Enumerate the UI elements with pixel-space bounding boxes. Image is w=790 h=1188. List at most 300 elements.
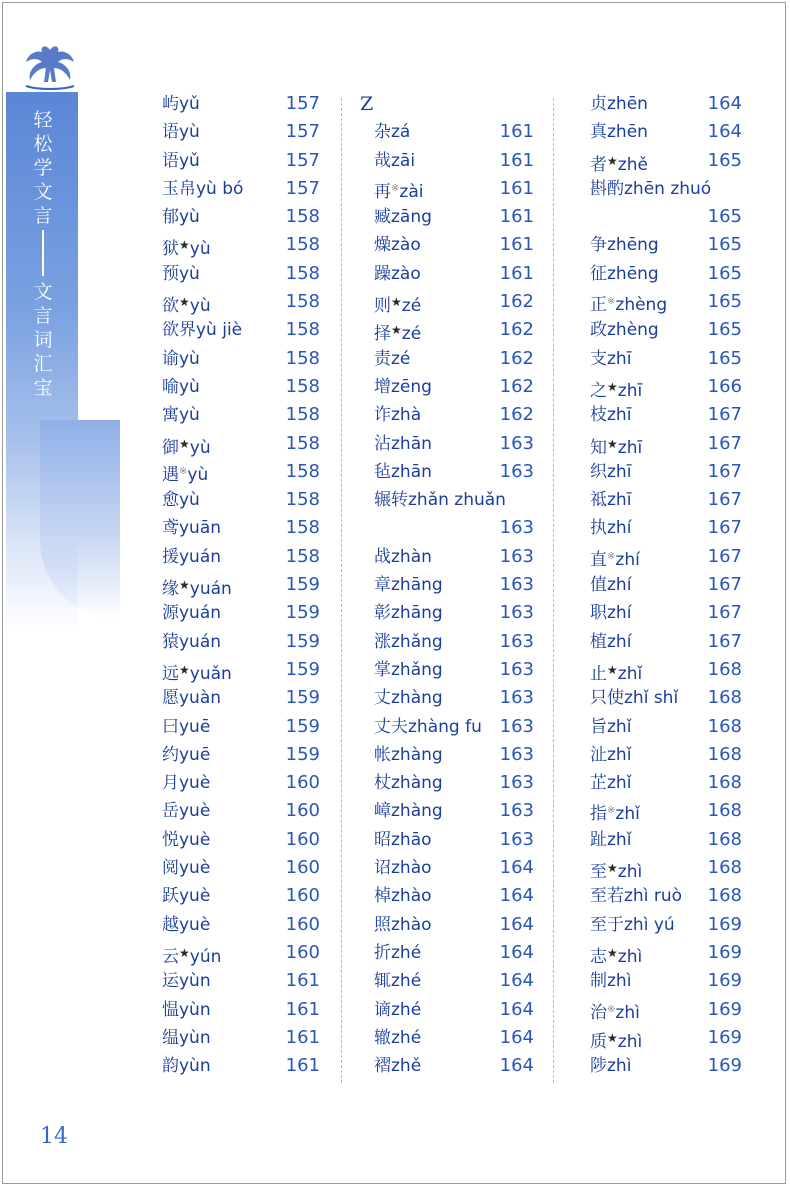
index-entry — [162, 684, 320, 712]
entry-headword: 喻yù — [162, 376, 200, 397]
reference-mark-icon: ※ — [179, 465, 188, 477]
star-mark-icon: ★ — [607, 945, 618, 960]
index-entry — [590, 599, 742, 627]
entry-pinyin: zhì — [617, 862, 643, 883]
index-entry — [374, 288, 534, 316]
star-mark-icon: ★ — [607, 436, 618, 451]
index-entry — [374, 911, 534, 939]
entry-headword: 棹zhào — [374, 886, 432, 907]
index-entry — [590, 967, 742, 995]
index-entry — [374, 260, 534, 288]
index-entry — [374, 882, 534, 910]
entry-character: 则 — [374, 296, 391, 317]
entry-page: 163 — [499, 517, 534, 539]
entry-headword: 运yùn — [162, 971, 211, 992]
side-title-char: 词 — [33, 329, 53, 351]
entry-page: 167 — [707, 574, 742, 596]
entry-headword: 臧zāng — [374, 207, 432, 228]
entry-headword: 愠yùn — [162, 999, 211, 1020]
index-entry — [590, 797, 742, 825]
index-entry — [590, 684, 742, 712]
index-entry — [374, 175, 534, 203]
entry-headword: 辄zhé — [374, 971, 422, 992]
entry-page: 158 — [285, 206, 320, 228]
entry-pinyin: zé — [401, 324, 422, 345]
entry-headword: 愈yù — [162, 490, 200, 511]
side-title-char: 文 — [33, 181, 53, 203]
index-entry — [590, 571, 742, 599]
entry-page: 161 — [499, 262, 534, 284]
index-entry — [374, 713, 534, 741]
entry-page: 159 — [285, 602, 320, 624]
index-entry — [162, 458, 320, 486]
entry-page: 158 — [285, 404, 320, 426]
entry-headword: 阅yuè — [162, 858, 211, 879]
entry-page: 165 — [707, 319, 742, 341]
entry-headword: 争zhēng — [590, 235, 659, 256]
index-entry — [590, 1024, 742, 1052]
entry-headword: 鸢yuān — [162, 518, 222, 539]
reference-mark-icon: ※ — [391, 182, 400, 194]
entry-page: 167 — [707, 517, 742, 539]
entry-pinyin: zhǐ — [617, 663, 643, 684]
entry-headword: 职zhí — [590, 603, 632, 624]
entry-page: 163 — [499, 630, 534, 652]
entry-page: 161 — [499, 177, 534, 199]
entry-page: 164 — [499, 1055, 534, 1077]
index-column-3 — [590, 90, 742, 1080]
entry-page: 169 — [707, 970, 742, 992]
entry-page: 161 — [499, 149, 534, 171]
entry-character: 直 — [590, 549, 607, 570]
entry-page: 163 — [499, 828, 534, 850]
index-entry — [590, 260, 742, 288]
entry-page: 159 — [285, 658, 320, 680]
entry-headword: 帐zhàng — [374, 744, 443, 765]
entry-headword: 躁zào — [374, 263, 421, 284]
entry-headword: 至于zhì yú — [590, 914, 675, 935]
entry-page: 168 — [707, 828, 742, 850]
entry-page: 165 — [707, 234, 742, 256]
entry-page: 163 — [499, 743, 534, 765]
entry-page: 157 — [285, 121, 320, 143]
entry-page: 163 — [499, 602, 534, 624]
entry-headword: 掌zhǎng — [374, 659, 443, 680]
entry-page: 164 — [499, 885, 534, 907]
entry-pinyin: zhí — [615, 549, 640, 570]
index-entry — [162, 1024, 320, 1052]
side-title-char: 文 — [33, 281, 53, 303]
entry-character: 者 — [590, 154, 607, 175]
index-entry — [590, 175, 742, 203]
entry-headword: 玉帛yù bó — [162, 178, 244, 199]
entry-headword: 语yǔ — [162, 150, 200, 171]
index-entry — [162, 430, 320, 458]
entry-character: 御 — [162, 437, 179, 458]
reference-mark-icon: ※ — [607, 550, 616, 562]
entry-character: 志 — [590, 946, 607, 967]
entry-headword: 褶zhě — [374, 1056, 422, 1077]
index-entry — [590, 628, 742, 656]
entry-pinyin: yù — [189, 296, 211, 317]
index-entry — [374, 1024, 534, 1052]
entry-pinyin: yù — [189, 437, 211, 458]
section-letter: Z — [360, 93, 374, 115]
entry-page: 165 — [707, 291, 742, 313]
entry-page: 168 — [707, 687, 742, 709]
entry-headword: 昭zhāo — [374, 829, 432, 850]
index-entry — [162, 996, 320, 1024]
entry-page: 161 — [499, 234, 534, 256]
entry-headword: 至若zhì ruò — [590, 886, 682, 907]
index-entry — [590, 118, 742, 146]
index-entry — [374, 769, 534, 797]
entry-headword: 枝zhī — [590, 405, 632, 426]
entry-headword: 陟zhì — [590, 1056, 632, 1077]
entry-pinyin: yù — [187, 464, 209, 485]
entry-headword: 植zhí — [590, 631, 632, 652]
entry-headword: 源yuán — [162, 603, 222, 624]
entry-page: 162 — [499, 291, 534, 313]
entry-character: 治 — [590, 1002, 607, 1023]
entry-page: 158 — [285, 375, 320, 397]
entry-page: 161 — [285, 998, 320, 1020]
entry-headword: 猿yuán — [162, 631, 222, 652]
entry-page: 162 — [499, 404, 534, 426]
entry-character: 再 — [374, 181, 391, 202]
entry-page: 160 — [285, 941, 320, 963]
entry-page: 166 — [707, 375, 742, 397]
entry-page: 161 — [285, 970, 320, 992]
index-entry — [590, 316, 742, 344]
index-entry — [162, 316, 320, 344]
index-entry — [374, 543, 534, 571]
entry-headword: 涨zhǎng — [374, 631, 443, 652]
entry-headword: 约yuē — [162, 744, 211, 765]
entry-headword: 执zhí — [590, 518, 632, 539]
entry-page: 168 — [707, 715, 742, 737]
entry-headword: 辙zhé — [374, 1027, 422, 1048]
index-entry — [590, 430, 742, 458]
index-entry — [590, 882, 742, 910]
index-entry — [374, 996, 534, 1024]
index-entry — [374, 231, 534, 259]
entry-pinyin: zhě — [617, 154, 648, 175]
index-entry — [162, 967, 320, 995]
entry-headword — [590, 543, 640, 574]
entry-page: 162 — [499, 347, 534, 369]
entry-headword: 谕yù — [162, 348, 200, 369]
entry-headword: 支zhī — [590, 348, 632, 369]
entry-headword: 丈zhàng — [374, 688, 443, 709]
entry-character: 远 — [162, 663, 179, 684]
entry-character: 狱 — [162, 239, 179, 260]
entry-headword: 战zhàn — [374, 546, 432, 567]
crane-logo-icon — [22, 42, 78, 94]
index-entry — [590, 514, 742, 542]
index-entry — [162, 769, 320, 797]
index-entry — [374, 571, 534, 599]
star-mark-icon: ★ — [391, 295, 402, 310]
entry-headword: 援yuán — [162, 546, 222, 567]
entry-page: 160 — [285, 885, 320, 907]
entry-headword: 沾zhān — [374, 433, 432, 454]
entry-headword — [374, 175, 423, 206]
entry-page: 158 — [285, 489, 320, 511]
entry-headword: 芷zhǐ — [590, 773, 632, 794]
index-entry — [162, 543, 320, 571]
index-entry — [374, 1052, 534, 1080]
index-entry — [374, 458, 534, 486]
index-entry — [374, 147, 534, 175]
entry-page: 159 — [285, 630, 320, 652]
index-entry — [590, 854, 742, 882]
entry-page: 158 — [285, 262, 320, 284]
side-title-char: 言 — [33, 205, 53, 227]
entry-page: 164 — [499, 857, 534, 879]
entry-page: 167 — [707, 489, 742, 511]
entry-headword: 政zhèng — [590, 320, 659, 341]
index-entry — [162, 741, 320, 769]
index-entry — [162, 911, 320, 939]
entry-page: 163 — [499, 432, 534, 454]
entry-page: 163 — [499, 460, 534, 482]
page-number: 14 — [40, 1124, 68, 1149]
entry-character: 择 — [374, 324, 391, 345]
entry-headword: 责zé — [374, 348, 411, 369]
entry-page: 159 — [285, 715, 320, 737]
index-entry — [590, 996, 742, 1024]
star-mark-icon: ★ — [391, 323, 402, 338]
entry-page: 167 — [707, 545, 742, 567]
entry-page: 168 — [707, 772, 742, 794]
entry-page: 158 — [285, 517, 320, 539]
index-entry — [374, 939, 534, 967]
index-entry — [590, 345, 742, 373]
entry-pinyin: zhǐ — [615, 804, 640, 825]
entry-page: 157 — [285, 177, 320, 199]
entry-headword: 诏zhào — [374, 858, 432, 879]
entry-headword — [590, 288, 667, 319]
index-entry — [374, 656, 534, 684]
star-mark-icon: ★ — [179, 436, 190, 451]
index-entry — [162, 571, 320, 599]
entry-headword: 值zhí — [590, 575, 632, 596]
entry-character: 云 — [162, 946, 179, 967]
entry-headword: 征zhēng — [590, 263, 659, 284]
side-title-char: 轻 — [33, 109, 53, 131]
index-entry — [162, 175, 320, 203]
entry-headword: 杂zá — [374, 122, 411, 143]
entry-pinyin: zài — [399, 181, 424, 202]
entry-page: 162 — [499, 319, 534, 341]
entry-headword: 只使zhǐ shǐ — [590, 688, 679, 709]
index-entry — [374, 628, 534, 656]
entry-headword: 月yuè — [162, 773, 211, 794]
entry-headword: 欲界yù jiè — [162, 320, 243, 341]
entry-page: 169 — [707, 913, 742, 935]
entry-headword: 毡zhān — [374, 461, 432, 482]
entry-headword: 燥zào — [374, 235, 421, 256]
index-entry — [374, 826, 534, 854]
side-title-char: 汇 — [33, 353, 53, 375]
entry-headword: 越yuè — [162, 914, 211, 935]
entry-headword: 寓yù — [162, 405, 200, 426]
entry-headword: 岳yuè — [162, 801, 211, 822]
entry-headword — [590, 996, 640, 1027]
entry-page: 167 — [707, 404, 742, 426]
entry-character: 质 — [590, 1031, 607, 1052]
entry-page: 169 — [707, 1026, 742, 1048]
index-entry — [162, 486, 320, 514]
index-entry — [162, 939, 320, 967]
entry-character: 欲 — [162, 296, 179, 317]
entry-headword: 诈zhà — [374, 405, 422, 426]
entry-page: 164 — [499, 970, 534, 992]
entry-page: 157 — [285, 149, 320, 171]
entry-page: 159 — [285, 743, 320, 765]
index-entry — [162, 345, 320, 373]
entry-page: 161 — [285, 1055, 320, 1077]
side-title-dash — [42, 230, 44, 276]
entry-page: 165 — [707, 262, 742, 284]
entry-page: 163 — [499, 574, 534, 596]
star-mark-icon: ★ — [607, 861, 618, 876]
entry-page: 159 — [285, 574, 320, 596]
entry-page: 157 — [285, 93, 320, 114]
side-title-char: 松 — [33, 133, 53, 155]
entry-page: 164 — [499, 998, 534, 1020]
entry-character: 止 — [590, 663, 607, 684]
entry-pinyin: zé — [401, 296, 422, 317]
index-entry — [374, 967, 534, 995]
entry-pinyin: zhèng — [615, 295, 668, 316]
star-mark-icon: ★ — [179, 662, 190, 677]
index-entry — [162, 147, 320, 175]
index-entry — [162, 231, 320, 259]
entry-character: 正 — [590, 295, 607, 316]
star-mark-icon: ★ — [179, 945, 190, 960]
index-entry — [162, 797, 320, 825]
star-mark-icon: ★ — [607, 153, 618, 168]
side-title-char: 宝 — [33, 377, 53, 399]
index-entry — [162, 118, 320, 146]
entry-headword: 预yù — [162, 263, 200, 284]
entry-headword: 韵yùn — [162, 1056, 211, 1077]
index-entry — [162, 1052, 320, 1080]
entry-headword: 照zhào — [374, 914, 432, 935]
entry-headword: 缊yùn — [162, 1027, 211, 1048]
entry-pinyin: zhì — [615, 1002, 640, 1023]
index-entry — [374, 684, 534, 712]
entry-page: 165 — [707, 206, 742, 228]
entry-page: 158 — [285, 319, 320, 341]
index-entry — [590, 911, 742, 939]
entry-headword: 趾zhǐ — [590, 829, 632, 850]
entry-page: 165 — [707, 347, 742, 369]
entry-headword: 丈夫zhàng fu — [374, 716, 482, 737]
index-entry — [590, 288, 742, 316]
entry-headword: 旨zhǐ — [590, 716, 632, 737]
entry-page: 164 — [499, 1026, 534, 1048]
index-entry — [590, 373, 742, 401]
entry-page: 159 — [285, 687, 320, 709]
entry-page: 165 — [707, 149, 742, 171]
entry-headword: 语yù — [162, 122, 200, 143]
index-entry — [162, 854, 320, 882]
index-entry — [590, 543, 742, 571]
index-entry — [162, 288, 320, 316]
entry-page: 168 — [707, 658, 742, 680]
entry-pinyin: zhī — [617, 380, 643, 401]
reference-mark-icon: ※ — [607, 805, 616, 817]
entry-page: 164 — [499, 913, 534, 935]
entry-page: 160 — [285, 857, 320, 879]
reference-mark-icon: ※ — [607, 1003, 616, 1015]
entry-page: 160 — [285, 828, 320, 850]
entry-page: 158 — [285, 234, 320, 256]
entry-pinyin: zhī — [617, 437, 643, 458]
entry-character: 知 — [590, 437, 607, 458]
index-column-2 — [360, 90, 534, 1080]
index-entry — [162, 373, 320, 401]
entry-pinyin: zhì — [617, 1031, 643, 1052]
entry-pinyin: yuǎn — [189, 663, 232, 684]
entry-page: 168 — [707, 800, 742, 822]
index-entry — [590, 231, 742, 259]
index-entry — [590, 713, 742, 741]
entry-page: 158 — [285, 432, 320, 454]
entry-page: 167 — [707, 602, 742, 624]
entry-page: 160 — [285, 913, 320, 935]
entry-page: 167 — [707, 460, 742, 482]
entry-headword: 真zhēn — [590, 122, 648, 143]
index-entry — [590, 939, 742, 967]
column-divider — [341, 98, 342, 1083]
entry-page: 163 — [499, 545, 534, 567]
entry-page: 167 — [707, 432, 742, 454]
entry-headword: 悦yuè — [162, 829, 211, 850]
index-entry — [590, 401, 742, 429]
index-entry — [590, 486, 742, 514]
entry-page: 168 — [707, 743, 742, 765]
index-entry — [374, 345, 534, 373]
entry-headword: 制zhì — [590, 971, 632, 992]
side-title-char: 言 — [33, 305, 53, 327]
entry-page: 164 — [707, 93, 742, 114]
entry-page: 160 — [285, 772, 320, 794]
entry-pinyin: yún — [189, 946, 222, 967]
entry-page: 169 — [707, 1055, 742, 1077]
entry-headword: 斟酌zhēn zhuó — [590, 178, 712, 199]
entry-headword: 增zēng — [374, 376, 432, 397]
reference-mark-icon: ※ — [607, 296, 616, 308]
index-entry — [374, 486, 534, 514]
entry-page: 169 — [707, 998, 742, 1020]
index-entry — [162, 826, 320, 854]
entry-headword: 折zhé — [374, 942, 422, 963]
entry-page: 162 — [499, 375, 534, 397]
entry-page: 163 — [499, 658, 534, 680]
entry-headword: 跃yuè — [162, 886, 211, 907]
entry-page: 163 — [499, 715, 534, 737]
index-entry — [374, 401, 534, 429]
entry-headword — [162, 458, 208, 489]
column-divider — [553, 98, 554, 1083]
entry-headword: 屿yǔ — [162, 94, 200, 114]
entry-page: 164 — [499, 941, 534, 963]
entry-page: 168 — [707, 885, 742, 907]
